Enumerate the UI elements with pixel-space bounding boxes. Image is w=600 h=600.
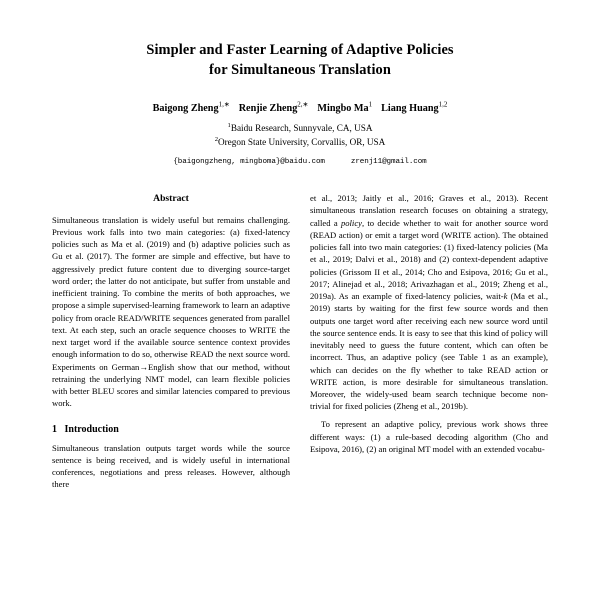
abstract-heading: Abstract: [153, 193, 189, 205]
title-line-2: for Simultaneous Translation: [209, 62, 391, 79]
author-name: Baigong Zheng: [152, 103, 219, 115]
title-line-1: Simpler and Faster Learning of Adaptive Policies: [146, 42, 454, 58]
email-primary[interactable]: {baigongzheng, mingboma}@baidu.com: [173, 158, 325, 167]
left-column: [52, 192, 290, 490]
author-entry: [317, 100, 373, 115]
page-title: [52, 40, 548, 81]
section-heading-introduction: [52, 423, 290, 437]
right-column: [310, 192, 548, 490]
author-entry: [381, 100, 448, 115]
right-paragraph-2: To represent an adaptive policy, previous work shows three different ways: (1) a rule-based decoding algorithm (Cho and Esipova, 2016), (2) an original MT model with an extended vocabu-: [310, 419, 548, 454]
section-title: Introduction: [64, 423, 119, 435]
right-paragraph-1: et al., 2013; Jaitly et al., 2016; Graves et al., 2013). Recent simultaneous translation research focuses on obtaining a strategy, called a policy, to decide whether to wait for another source word (READ action) or emit a target word (WRITE action). The obtained policies fall into two main categories: (1) fixed-latency policies (Ma et al., 2019; Dalvi et al., 2018) and (2) context-dependent adaptive policies (Grissom II et al., 2014; Cho and Esipova, 2016; Gu et al., 2017; Alinejad et al., 2018; Arivazhagan et al., 2019; Zheng et al., 2019a). As an example of fixed-latency policies, wait-k (Ma et al., 2019) starts by waiting for the first few source words and then outputs one target word after receiving each new source word until the source sentence ends. It is easy to see that this kind of policy will inevitably need to guess the future content, which can often be incorrect. Thus, an adaptive policy (see Table 1 as an example), which can decides on the fly whether to take READ action or WRITE action, is more desirable for simultaneous translation. Moreover, the widely-used beam search technique become non-trivial for fixed policies (Zheng et al., 2019b).: [310, 193, 548, 412]
author-affiliation-marker: 2,∗: [297, 100, 309, 109]
author-name: Renjie Zheng: [238, 103, 298, 115]
author-name: Mingbo Ma: [317, 103, 369, 115]
body-columns: [52, 192, 548, 490]
author-entry: [152, 100, 230, 115]
author-entry: [238, 100, 309, 115]
affiliation-text: Oregon State University, Corvallis, OR, USA: [217, 136, 386, 147]
affiliation-marker: 2: [214, 135, 218, 143]
author-name: Liang Huang: [381, 103, 439, 115]
author-affiliation-marker: 1,∗: [218, 100, 230, 109]
email-secondary[interactable]: zrenj11@gmail.com: [350, 158, 427, 167]
affiliation-marker: 1: [227, 121, 231, 129]
affiliation-text: Baidu Research, Sunnyvale, CA, USA: [230, 122, 373, 133]
author-affiliation-marker: 1: [368, 100, 373, 109]
email-line: [52, 158, 548, 166]
intro-paragraph: Simultaneous translation outputs target words while the source sentence is being received, and is widely useful in international conferences, negotiations and press releases. However, although there: [52, 442, 290, 490]
abstract-body: [52, 214, 290, 410]
section-number: 1: [52, 423, 57, 435]
affiliation-1: [52, 121, 548, 135]
affiliations: [52, 121, 548, 150]
author-affiliation-marker: 1,2: [438, 100, 448, 109]
affiliation-2: [52, 135, 548, 149]
author-list: [52, 100, 548, 117]
abstract-paragraph: Simultaneous translation is widely useful but remains challenging. Previous work falls into two main categories: (a) fixed-latency policies such as Ma et al. (2019) and (b) adaptive policies such as Gu et al. (2017). The former are simple and effective, but have to aggressively predict future content due to diverging source-target word order; the latter do not anticipate, but suffer from unstable and inefficient training. To combine the merits of both approaches, we propose a simple supervised-learning framework to learn an adaptive policy from oracle READ/WRITE sequences generated from parallel text. At each step, such an oracle sequence chooses to WRITE the next target word if the available source sentence context provides enough information to do so, otherwise READ the next source word. Experiments on German→English show that our method, without retraining the underlying NMT model, can learn flexible policies with better BLEU scores and similar latencies compared to previous work.: [52, 214, 290, 409]
